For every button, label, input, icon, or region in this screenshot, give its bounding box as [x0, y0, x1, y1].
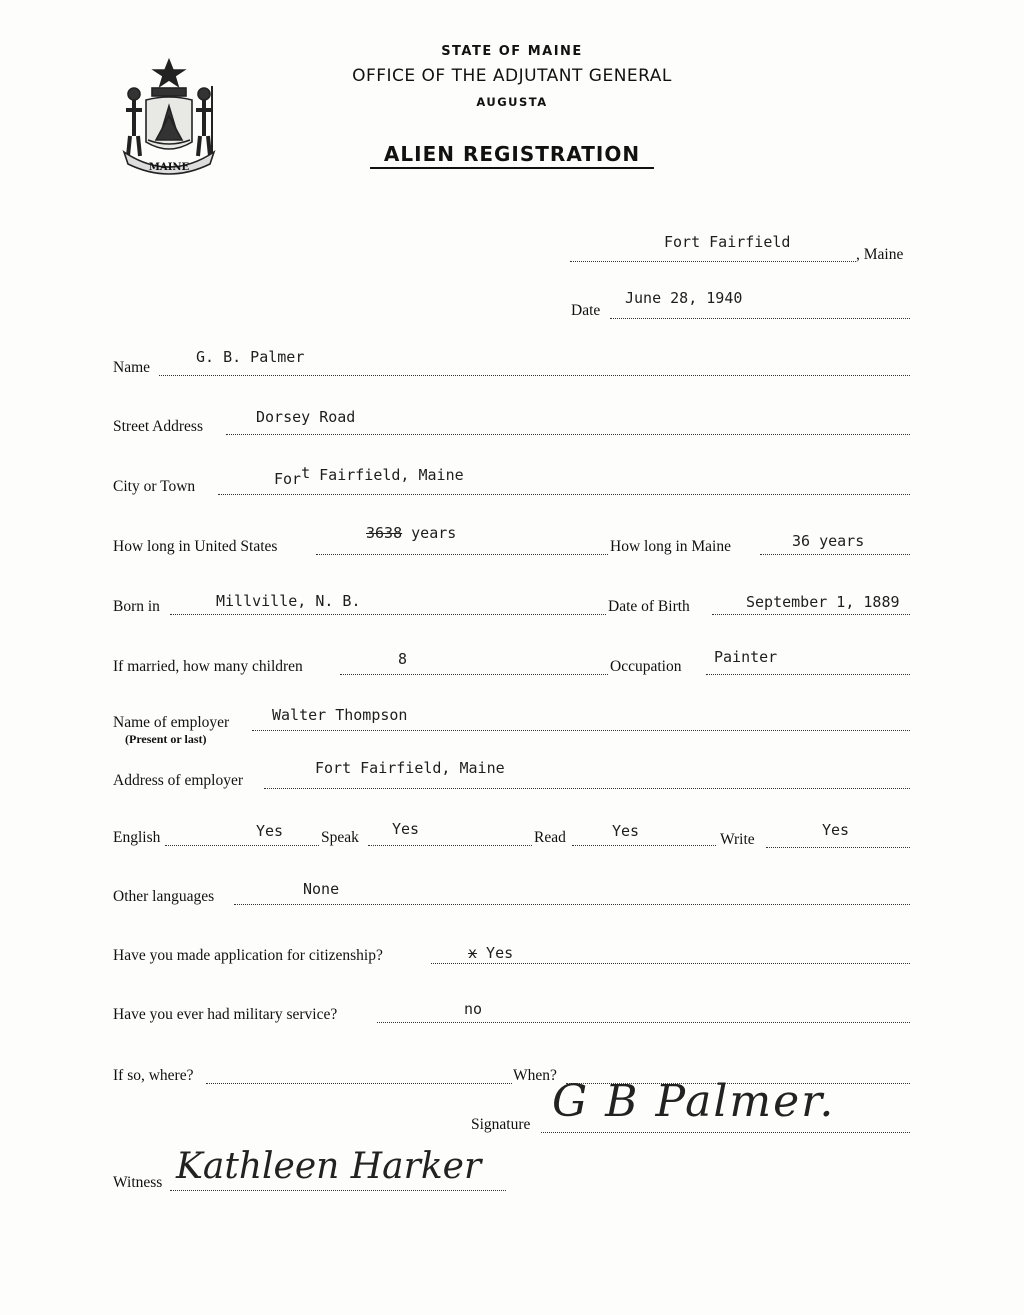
employer-address-label: Address of employer: [113, 772, 243, 789]
other-languages-line: [234, 904, 910, 905]
form-title: ALIEN REGISTRATION: [383, 142, 641, 166]
children-line: [340, 674, 608, 675]
location-line: [570, 261, 856, 262]
military-label: Have you ever had military service?: [113, 1006, 338, 1023]
citizenship-line: [431, 963, 910, 964]
english-line: [165, 845, 319, 846]
name-label: Name: [113, 359, 151, 376]
signature-value: G B Palmer.: [552, 1076, 836, 1127]
street-address-line: [226, 434, 910, 435]
how-long-us-struck: 3638: [366, 524, 403, 542]
city-value-prefix: For: [274, 470, 302, 488]
header-state: STATE OF MAINE: [441, 44, 583, 59]
name-value: G. B. Palmer: [196, 348, 305, 366]
read-label: Read: [534, 829, 566, 846]
how-long-us-label: How long in United States: [113, 538, 278, 555]
city-value: [274, 464, 464, 488]
how-long-maine-line: [760, 554, 910, 555]
date-label: Date: [571, 302, 601, 319]
citizenship-label: Have you made application for citizenship?: [113, 947, 383, 964]
how-long-us-line: [316, 554, 608, 555]
city-value-raised: t: [301, 464, 311, 482]
name-line: [159, 375, 910, 376]
children-value: 8: [398, 650, 408, 668]
title-underline: [370, 167, 654, 169]
speak-value: Yes: [392, 820, 420, 838]
if-so-where-line: [206, 1083, 512, 1084]
children-label: If married, how many children: [113, 658, 303, 675]
occupation-value: Painter: [714, 648, 778, 666]
read-line: [572, 845, 716, 846]
english-label: English: [113, 829, 161, 846]
signature-label: Signature: [471, 1116, 531, 1133]
date-of-birth-value: September 1, 1889: [746, 593, 900, 611]
citizenship-answer: Yes: [477, 944, 514, 962]
how-long-maine-value: 36 years: [792, 532, 865, 550]
employer-address-line: [264, 788, 910, 789]
born-in-line: [170, 614, 606, 615]
citizenship-struck: x: [468, 944, 478, 962]
born-in-value: Millville, N. B.: [216, 592, 361, 610]
when-label: When?: [513, 1067, 557, 1084]
citizenship-value: [468, 944, 513, 962]
employer-address-value: Fort Fairfield, Maine: [315, 759, 505, 777]
header-office: OFFICE OF THE ADJUTANT GENERAL: [352, 66, 672, 86]
write-line: [766, 847, 910, 848]
write-label: Write: [720, 831, 755, 848]
city-value-rest: Fairfield, Maine: [310, 466, 464, 484]
employer-line: [252, 730, 910, 731]
location-state-label: , Maine: [856, 246, 904, 263]
employer-sublabel: (Present or last): [125, 732, 207, 746]
date-value: June 28, 1940: [625, 289, 743, 307]
if-so-where-label: If so, where?: [113, 1067, 194, 1084]
witness-line: [170, 1190, 506, 1191]
military-value: no: [464, 1000, 483, 1018]
occupation-line: [706, 674, 910, 675]
other-languages-label: Other languages: [113, 888, 215, 905]
employer-value: Walter Thompson: [272, 706, 408, 724]
english-value: Yes: [256, 822, 284, 840]
military-line: [377, 1022, 910, 1023]
street-address-value: Dorsey Road: [256, 408, 356, 426]
date-of-birth-label: Date of Birth: [608, 598, 690, 615]
other-languages-value: None: [303, 880, 340, 898]
born-in-label: Born in: [113, 598, 160, 615]
speak-label: Speak: [321, 829, 359, 846]
employer-label: Name of employer: [113, 714, 230, 731]
street-address-label: Street Address: [113, 418, 203, 435]
speak-line: [368, 845, 532, 846]
date-line: [610, 318, 910, 319]
write-value: Yes: [822, 821, 850, 839]
how-long-us-unit: years: [402, 524, 457, 542]
maine-state-seal-icon: [116, 56, 222, 180]
seal-text: MAINE: [148, 162, 190, 173]
city-label: City or Town: [113, 478, 196, 495]
location-town-value: Fort Fairfield: [664, 233, 791, 251]
how-long-maine-label: How long in Maine: [610, 538, 731, 555]
city-line: [218, 494, 910, 495]
date-of-birth-line: [712, 614, 910, 615]
header-city: AUGUSTA: [476, 95, 548, 109]
witness-value: Kathleen Harker: [176, 1146, 482, 1187]
how-long-us-value: [366, 524, 456, 542]
occupation-label: Occupation: [610, 658, 682, 675]
read-value: Yes: [612, 822, 640, 840]
signature-line: [541, 1132, 910, 1133]
witness-label: Witness: [113, 1174, 163, 1191]
